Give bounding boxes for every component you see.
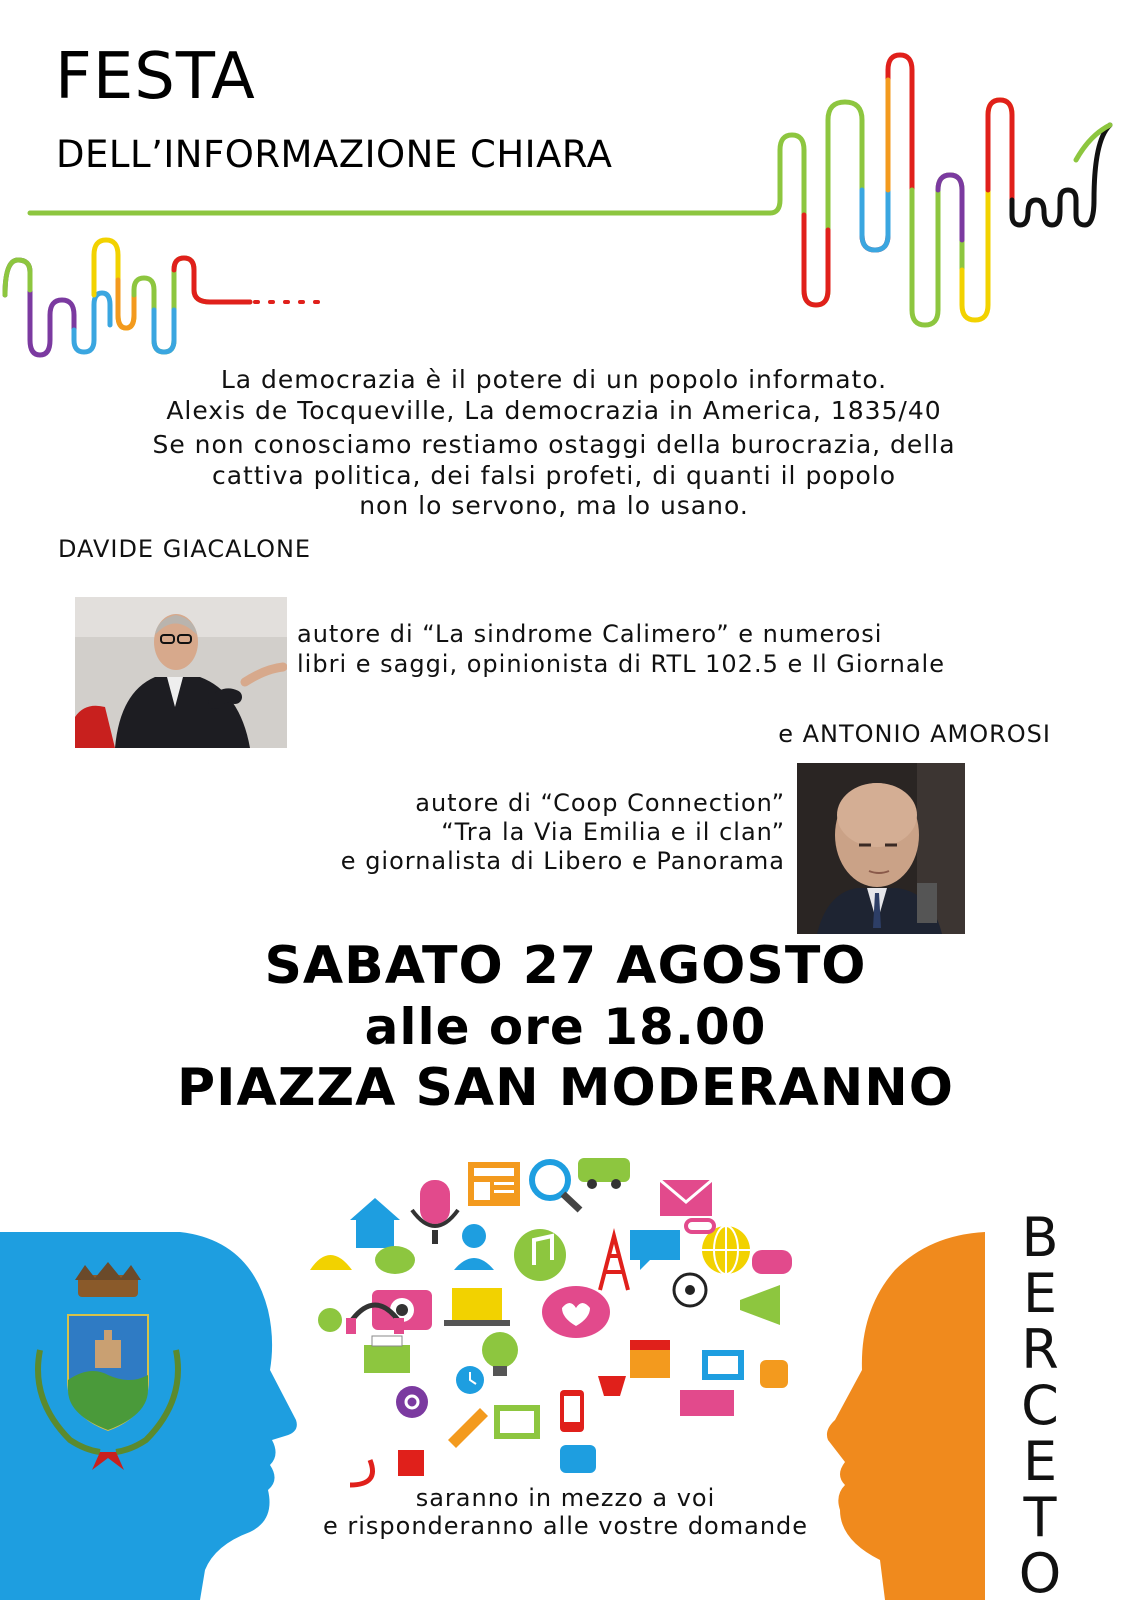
speaker2-bio-line-3: e giornalista di Libero e Panorama bbox=[340, 847, 785, 875]
at-sign-icon bbox=[396, 1386, 428, 1418]
speaker1-bio-line-2: libri e saggi, opinionista di RTL 102.5 e Il Giornale bbox=[297, 650, 945, 678]
gamepad-icon bbox=[752, 1250, 792, 1274]
speaker1-name: DAVIDE GIACALONE bbox=[58, 535, 312, 563]
puzzle-icon bbox=[398, 1450, 424, 1476]
quote-attribution: Alexis de Tocqueville, La democrazia in America, 1835/40 bbox=[166, 396, 942, 425]
tablet-icon bbox=[494, 1405, 540, 1439]
title-subtitle: DELL’INFORMAZIONE CHIARA bbox=[56, 133, 613, 176]
speaker2-photo bbox=[797, 763, 965, 934]
thumbs-up-icon bbox=[560, 1445, 596, 1473]
town-letter: E bbox=[1022, 1430, 1058, 1493]
news-icon bbox=[468, 1162, 520, 1206]
event-place: PIAZZA SAN MODERANNO bbox=[177, 1058, 954, 1118]
phone-icon bbox=[560, 1390, 584, 1432]
speaker2-name: e ANTONIO AMOROSI bbox=[778, 720, 1051, 748]
footer-line-2: e risponderanno alle vostre domande bbox=[322, 1512, 809, 1540]
town-letter: C bbox=[1021, 1374, 1059, 1437]
bird-icon bbox=[375, 1246, 415, 1274]
town-letter: B bbox=[1021, 1206, 1059, 1269]
sound-wave-decoration bbox=[0, 40, 1131, 370]
event-time: alle ore 18.00 bbox=[364, 998, 767, 1056]
calendar-icon bbox=[630, 1340, 670, 1378]
laptop-icon bbox=[444, 1288, 510, 1326]
rss-icon bbox=[760, 1360, 788, 1388]
speaker1-photo bbox=[75, 597, 287, 748]
town-name-vertical bbox=[1000, 1206, 1080, 1605]
speaker2-bio-line-1: autore di “Coop Connection” bbox=[415, 789, 785, 817]
keyboard-icon bbox=[680, 1390, 734, 1416]
town-letter: R bbox=[1021, 1318, 1059, 1381]
soccer-ball-icon bbox=[674, 1274, 706, 1306]
quote-line-5: non lo servono, ma lo usano. bbox=[359, 491, 749, 520]
clock-icon bbox=[456, 1366, 484, 1394]
quote-line-4: cattiva politica, dei falsi profeti, di quanti il popolo bbox=[211, 461, 897, 490]
event-date: SABATO 27 AGOSTO bbox=[264, 936, 867, 996]
left-head-silhouette bbox=[0, 1232, 297, 1600]
music-icon bbox=[514, 1229, 566, 1281]
quote-line-3: Se non conosciamo restiamo ostaggi della burocrazia, della bbox=[152, 430, 956, 459]
town-letter: T bbox=[1023, 1486, 1057, 1549]
speaker1-bio-line-1: autore di “La sindrome Calimero” e numerosi bbox=[297, 620, 883, 648]
title-festa: FESTA bbox=[55, 40, 256, 114]
gear-icon bbox=[318, 1308, 342, 1332]
footer-line-1: saranno in mezzo a voi bbox=[415, 1484, 716, 1512]
tv-icon bbox=[702, 1350, 744, 1380]
town-letter: E bbox=[1022, 1262, 1058, 1325]
speech-bubble-icons bbox=[295, 1158, 805, 1535]
speaker2-bio-line-2: “Tra la Via Emilia e il clan” bbox=[441, 818, 785, 846]
right-head-silhouette bbox=[827, 1232, 985, 1600]
heart-icon bbox=[542, 1286, 610, 1338]
quote-line-1: La democrazia è il potere di un popolo informato. bbox=[220, 365, 888, 394]
town-letter: O bbox=[1018, 1542, 1062, 1605]
envelope-icon bbox=[660, 1180, 712, 1216]
